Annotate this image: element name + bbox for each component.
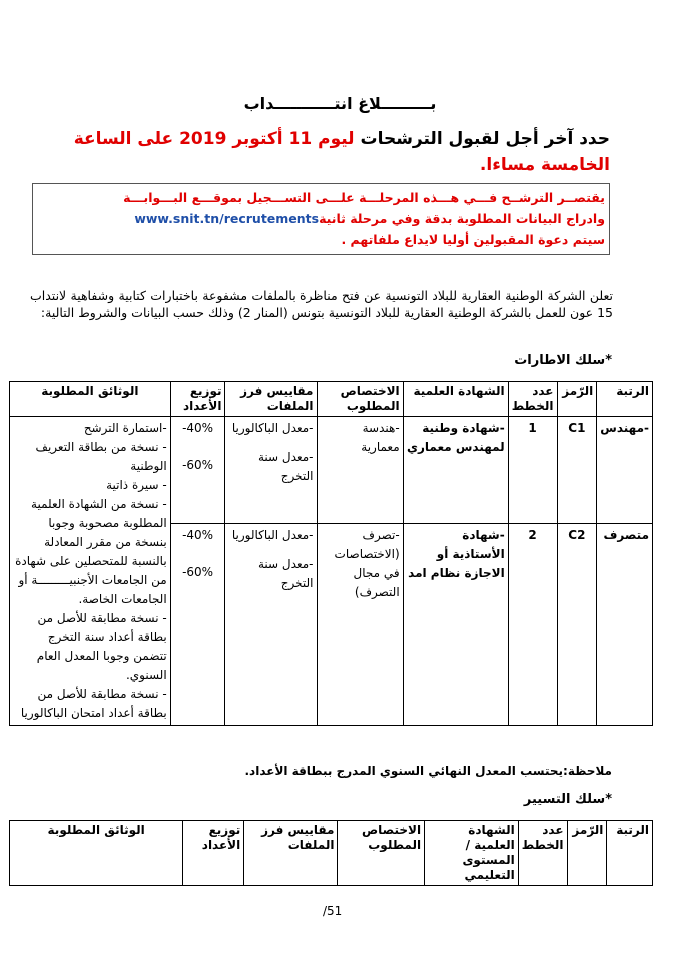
header-criteria: مقاييس فرز الملفات	[244, 821, 338, 886]
header-specialty: الاختصاص المطلوب	[338, 821, 425, 886]
notice-line-2	[37, 208, 605, 229]
doc-item: - سيرة ذاتية	[106, 478, 167, 492]
cell-distribution	[170, 417, 225, 524]
section-executives-heading: *سلك الاطارات	[514, 353, 612, 368]
doc-item: -استمارة الترشح	[83, 421, 167, 435]
cell-criteria	[225, 417, 317, 524]
criteria-bac: -معدل الباكالوريا	[231, 421, 314, 435]
doc-item: - نسخة من بطاقة التعريف الوطنية	[35, 440, 167, 473]
distribution-first: 40%-	[182, 421, 214, 435]
intro-paragraph: تعلن الشركة الوطنية العقارية للبلاد التونسية عن فتح مناظرة بالملفات مشفوعة باختبارات كتابية وشفاهية لانتداب 15 عون للعمل بالشركة الوطنية العقارية للبلاد التونسية بتونس (المنار 2) وذلك حسب البيانات والشروط التالية:	[30, 288, 613, 320]
document-title: بـــــــــلاغ انتـــــــــــداب	[243, 94, 437, 113]
header-criteria: مقاييس فرز الملفات	[225, 382, 317, 417]
cell-code: C1	[557, 417, 597, 524]
recruitment-link[interactable]: www.snit.tn/recrutements	[134, 211, 320, 226]
criteria-grad: -معدل سنة التخرج	[258, 450, 314, 483]
management-table	[9, 820, 653, 886]
header-code: الرّمز	[567, 821, 607, 886]
deadline-date: ليوم 11 أكتوبر 2019 على الساعة الخامسة مساءا	[73, 129, 610, 175]
cell-degree: -شهادة الأستاذية أو الاجازة نظام امد	[403, 524, 508, 726]
header-documents: الوثائق المطلوبة	[10, 821, 183, 886]
cell-distribution	[170, 524, 225, 726]
doc-item: - نسخة مطابقة للأصل من بطاقة أعداد سنة التخرج تتضمن وجوبا المعدل العام السنوي.	[36, 611, 167, 682]
doc-item: - نسخة مطابقة للأصل من بطاقة أعداد امتحان الباكالوريا	[20, 687, 167, 720]
doc-item: - نسخة من الشهادة العلمية المطلوبة مصحوبة وجوبا بنسخة من مقرر المعادلة بالنسبة للمتحصلين على شهادة من الجامعات الأجنبيـــــــــة أو الجامعات الخاصة.	[15, 497, 167, 606]
table-row	[10, 417, 653, 524]
header-documents: الوثائق المطلوبة	[10, 382, 171, 417]
notice-text-2: وادراج البيانات المطلوبة بدقة وفي مرحلة ثانية	[319, 211, 605, 226]
cell-grade: -مهندس	[597, 417, 653, 524]
section-management-heading: *سلك التسيير	[523, 792, 612, 807]
table-header-row	[10, 821, 653, 886]
header-distribution: توزيع الأعداد	[170, 382, 225, 417]
header-grade: الرتبة	[607, 821, 653, 886]
cell-degree: -شهادة وطنية لمهندس معماري	[403, 417, 508, 524]
page-number: /51	[323, 904, 343, 918]
criteria-grad: -معدل سنة التخرج	[258, 557, 314, 590]
cell-criteria	[225, 524, 317, 726]
cell-grade: متصرف	[597, 524, 653, 726]
header-count: عدد الخطط	[518, 821, 567, 886]
cell-specialty: -هندسة معمارية	[317, 417, 403, 524]
deadline-prefix: حدد آخر أجل لقبول الترشحات	[354, 129, 610, 149]
header-distribution: توزيع الأعداد	[183, 821, 244, 886]
header-specialty: الاختصاص المطلوب	[317, 382, 403, 417]
table-header-row	[10, 382, 653, 417]
header-degree: الشهادة العلمية	[403, 382, 508, 417]
criteria-bac: -معدل الباكالوريا	[231, 528, 314, 542]
distribution-second: 60%-	[182, 458, 214, 472]
distribution-first: 40%-	[182, 528, 214, 542]
remark-note: ملاحظة:يحتسب المعدل النهائي السنوي المدرج ببطاقة الأعداد.	[244, 764, 612, 778]
header-code: الرّمز	[557, 382, 597, 417]
registration-notice-box	[32, 183, 610, 255]
cell-count: 2	[508, 524, 557, 726]
distribution-second: 60%-	[182, 565, 214, 579]
notice-line-1: يقتصــر الترشــح فـــي هـــذه المرحلـــة علـــى التســـجيل بموقـــع البـــوابـــة	[123, 190, 605, 205]
cell-documents	[10, 417, 171, 726]
deadline-suffix: .	[479, 155, 487, 175]
cell-code: C2	[557, 524, 597, 726]
executives-table	[9, 381, 653, 726]
cell-count: 1	[508, 417, 557, 524]
header-count: عدد الخطط	[508, 382, 557, 417]
deadline-statement	[30, 126, 610, 178]
header-degree: الشهادة العلمية /المستوى التعليمي	[425, 821, 519, 886]
cell-specialty: -تصرف (الاختصاصات في مجال التصرف)	[317, 524, 403, 726]
notice-line-3: سيتم دعوة المقبولين أوليا لايداع ملفاتهم .	[341, 232, 605, 247]
header-grade: الرتبة	[597, 382, 653, 417]
